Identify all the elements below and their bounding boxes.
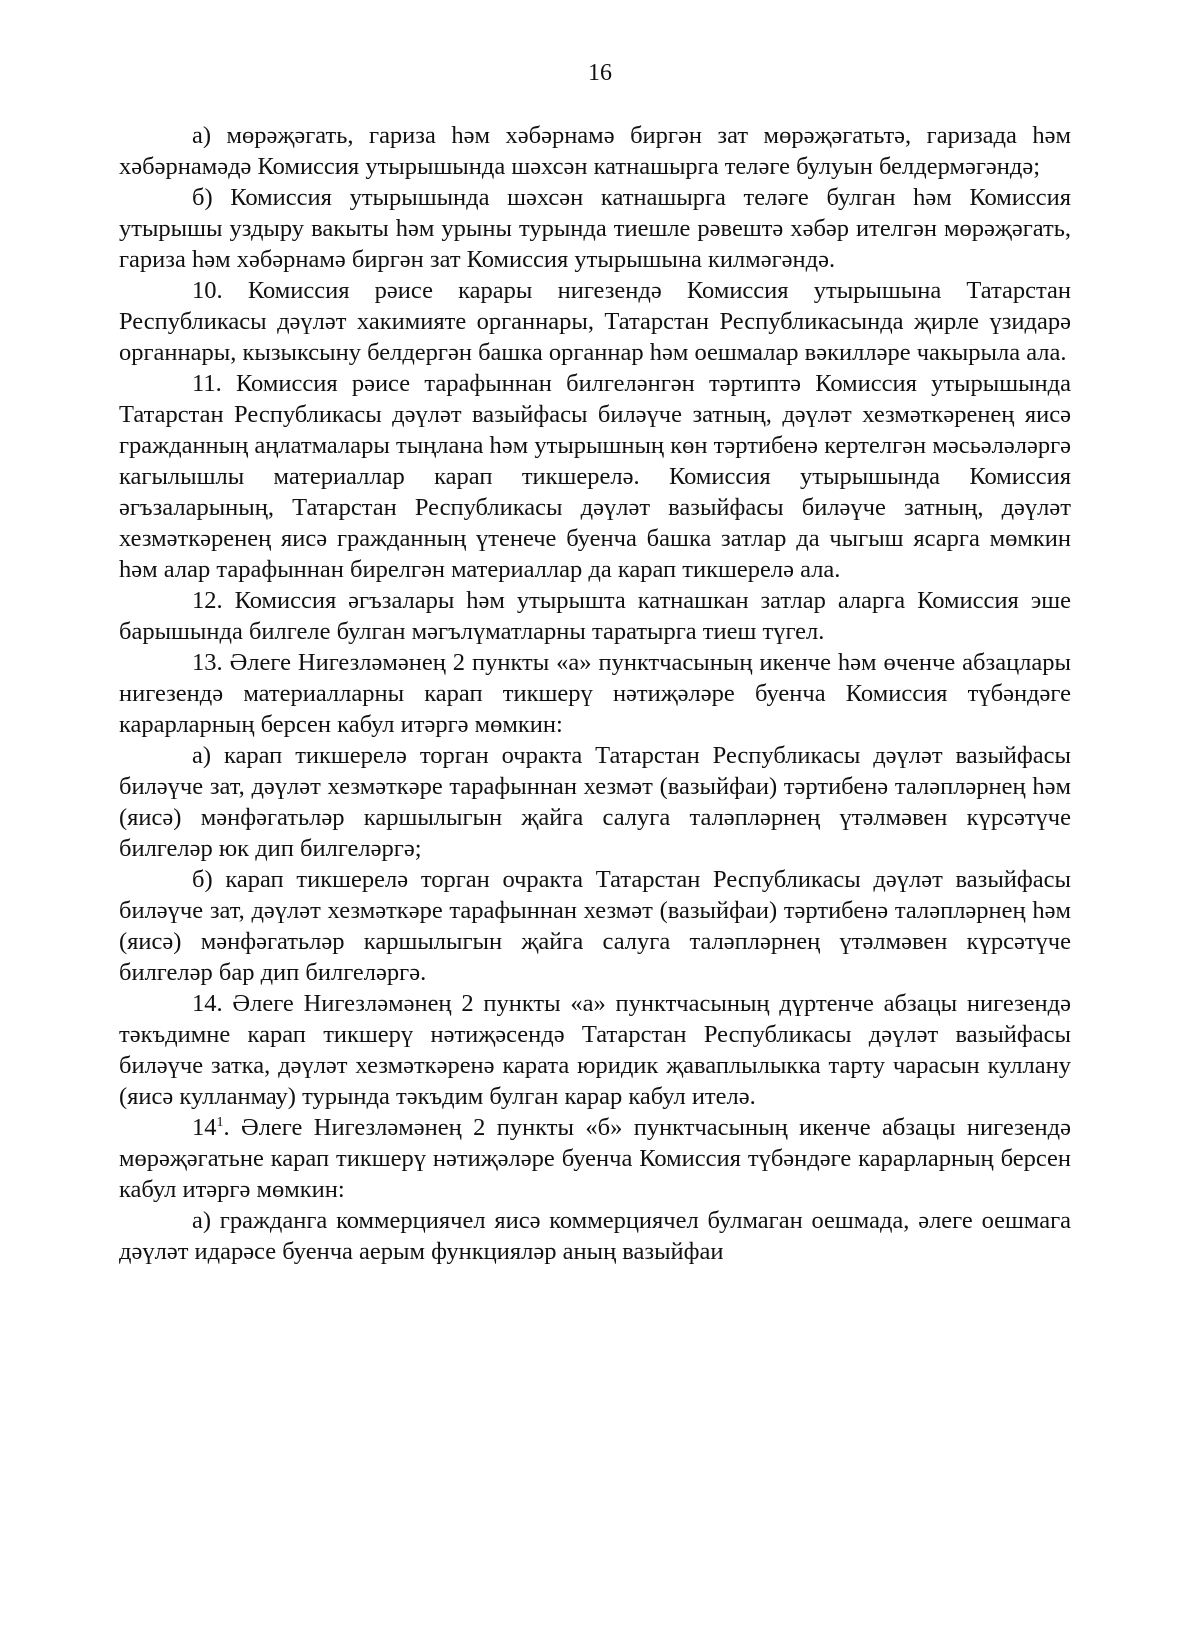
paragraph-13b: б) карап тикшерелә торган очракта Татарстан Республикасы дәүләт вазыйфасы биләүче зат, дәүләт хезмәткәре тарафыннан хезмәт (вазыйфаи) тәртибенә таләпләрнең һәм (яисә) мәнфәгатьләр каршылыгын җайга салуга таләпләрнең үтәлмәвен күрсәтүче билгеләр бар дип билгеләргә.: [119, 866, 1071, 986]
paragraph-14-1a: а) гражданга коммерциячел яисә коммерциячел булмаган оешмада, әлеге оешмага дәүләт идарәсе буенча аерым функцияләр аның вазыйфаи: [119, 1207, 1071, 1265]
paragraph-13: 13. Әлеге Нигезләмәнең 2 пункты «а» пунктчасының икенче һәм өченче абзацлары нигезендә материалларны карап тикшерү нәтиҗәләре буенча Комиссия түбәндәге карарларның берсен кабул итәргә мөмкин:: [119, 649, 1071, 738]
paragraph-14-1-text: . Әлеге Нигезләмәнең 2 пункты «б» пунктчасының икенче абзацы нигезендә мөрәҗәгатьне карап тикшерү нәтиҗәләре буенча Комиссия түбәндәге карарларның берсен кабул итәргә мөмкин:: [119, 1114, 1071, 1203]
paragraph-14-1: [119, 1112, 1071, 1205]
document-body: [119, 120, 1071, 1267]
paragraph-12: 12. Комиссия әгъзалары һәм утырышта катнашкан затлар аларга Комиссия эше барышында билгеле булган мәгълүматларны таратырга тиеш түгел.: [119, 587, 1071, 645]
paragraph-14-1-number: 14: [192, 1114, 217, 1141]
paragraph-11: 11. Комиссия рәисе тарафыннан билгеләнгән тәртиптә Комиссия утырышында Татарстан Республикасы дәүләт вазыйфасы биләүче затның, дәүләт хезмәткәренең яисә гражданның аңлатмалары тыңлана һәм утырышның көн тәртибенә кертелгән мәсьәләләргә кагылышлы материаллар карап тикшерелә. Комиссия утырышында Комиссия әгъзаларының, Татарстан Республикасы дәүләт вазыйфасы биләүче затның, дәүләт хезмәткәренең яисә гражданның үтенече буенча башка затлар да чыгыш ясарга мөмкин һәм алар тарафыннан бирелгән материаллар да карап тикшерелә ала.: [119, 370, 1071, 583]
paragraph-14: 14. Әлеге Нигезләмәнең 2 пункты «а» пунктчасының дүртенче абзацы нигезендә тәкъдимне карап тикшерү нәтиҗәсендә Татарстан Республикасы дәүләт вазыйфасы биләүче затка, дәүләт хезмәткәренә карата юридик җаваплылыкка тарту чарасын куллану (яисә кулланмау) турында тәкъдим булган карар кабул ителә.: [119, 990, 1071, 1110]
paragraph-9b: б) Комиссия утырышында шәхсән катнашырга теләге булган һәм Комиссия утырышы уздыру вакыты һәм урыны турында тиешле рәвештә хәбәр ителгән мөрәҗәгать, гариза һәм хәбәрнамә биргән зат Комиссия утырышына килмәгәндә.: [119, 184, 1071, 273]
paragraph-13a: а) карап тикшерелә торган очракта Татарстан Республикасы дәүләт вазыйфасы биләүче зат, дәүләт хезмәткәре тарафыннан хезмәт (вазыйфаи) тәртибенә таләпләрнең һәм (яисә) мәнфәгатьләр каршылыгын җайга салуга таләпләрнең үтәлмәвен күрсәтүче билгеләр юк дип билгеләргә;: [119, 742, 1071, 862]
page-number: 16: [588, 60, 612, 86]
paragraph-10: 10. Комиссия рәисе карары нигезендә Комиссия утырышына Татарстан Республикасы дәүләт хакимияте органнары, Татарстан Республикасында җирле үзидарә органнары, кызыксыну белдергән башка органнар һәм оешмалар вәкилләре чакырыла ала.: [119, 277, 1071, 366]
paragraph-9a: а) мөрәҗәгать, гариза һәм хәбәрнамә биргән зат мөрәҗәгатьтә, гаризада һәм хәбәрнамәдә Комиссия утырышында шәхсән катнашырга теләге булуын белдермәгәндә;: [119, 122, 1071, 180]
paragraph-14-1-superscript: 1: [216, 1114, 224, 1130]
